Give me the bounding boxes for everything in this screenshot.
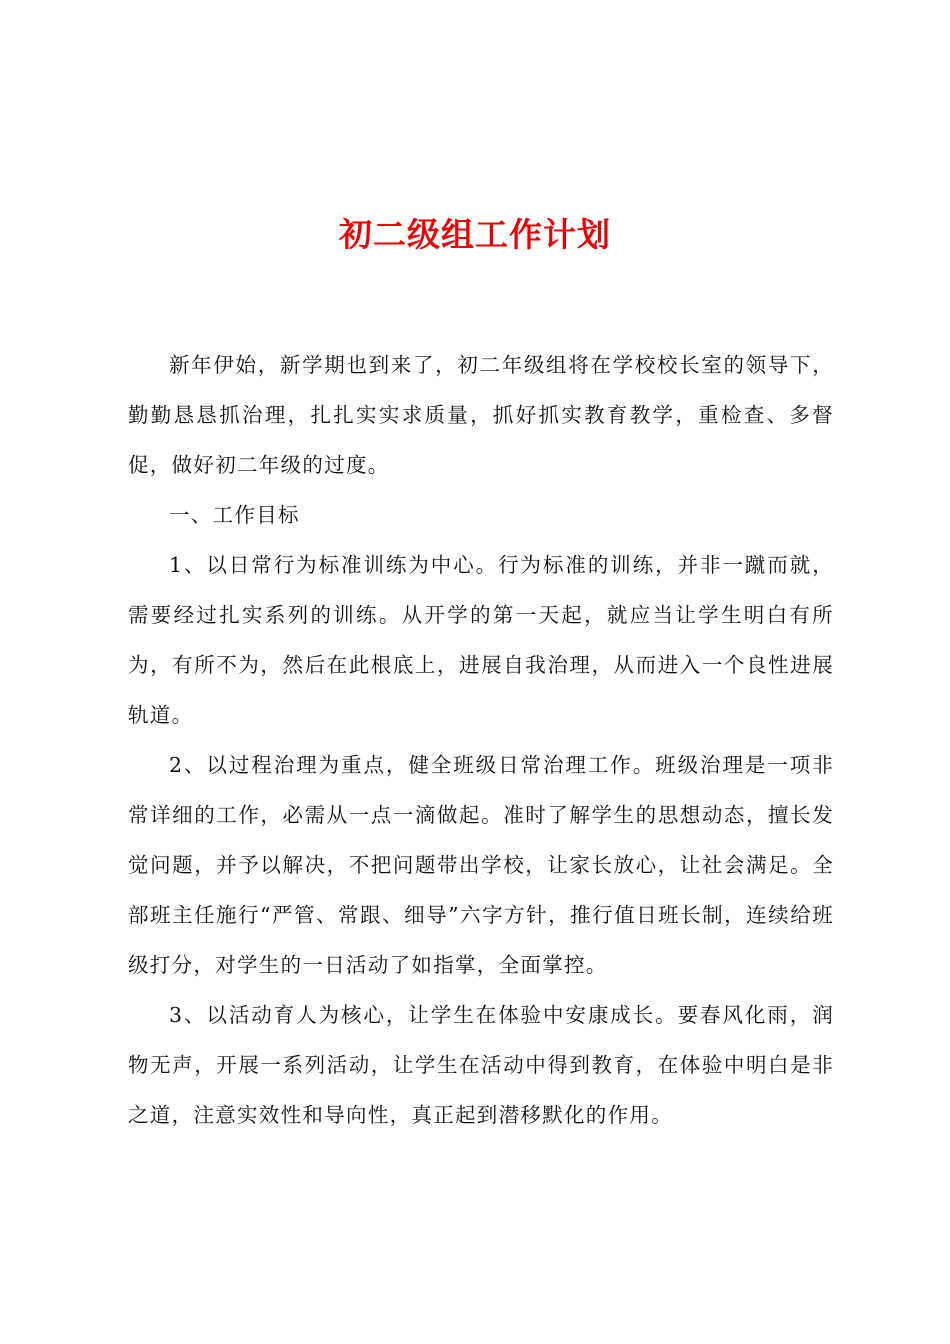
document-body — [128, 340, 834, 1140]
goal-paragraph-1: 1、以日常行为标准训练为中心。行为标准的训练，并非一蹴而就，需要经过扎实系列的训练。从开学的第一天起，就应当让学生明白有所为，有所不为，然后在此根底上，进展自我治理，从而进入一个良性进展轨道。 — [128, 553, 834, 727]
section-heading-goals: 一、工作目标 — [169, 503, 300, 527]
intro-paragraph: 新年伊始，新学期也到来了，初二年级组将在学校校长室的领导下，勤勤恳恳抓治理，扎扎实实求质量，抓好抓实教育教学，重检查、多督促，做好初二年级的过度。 — [128, 353, 834, 477]
goal-paragraph-2: 2、以过程治理为重点，健全班级日常治理工作。班级治理是一项非常详细的工作，必需从一点一滴做起。准时了解学生的思想动态，擅长发觉问题，并予以解决，不把问题带出学校，让家长放心，让社会满足。全部班主任施行“严管、常跟、细导”六字方针，推行值日班长制，连续给班级打分，对学生的一日活动了如指掌，全面掌控。 — [128, 753, 834, 977]
document-title: 初二级组工作计划 — [339, 215, 611, 254]
goal-paragraph-3: 3、以活动育人为核心，让学生在体验中安康成长。要春风化雨，润物无声，开展一系列活动，让学生在活动中得到教育，在体验中明白是非之道，注意实效性和导向性，真正起到潜移默化的作用。 — [128, 1003, 834, 1127]
